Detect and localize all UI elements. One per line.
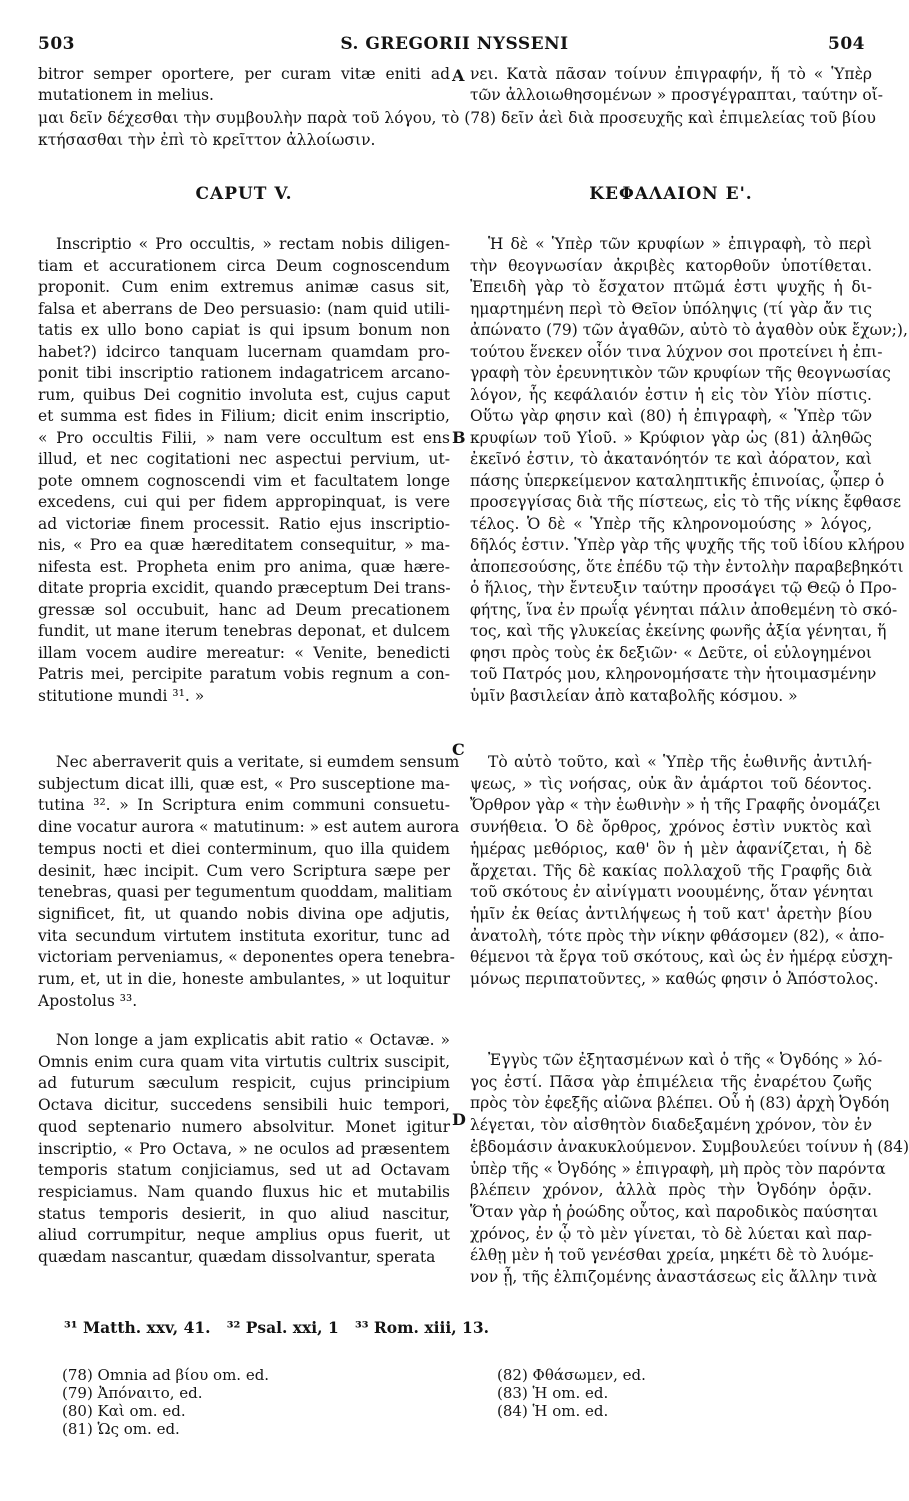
- latin-text-line: tiam et accurationem circa Deum cognoscendum: [38, 256, 450, 275]
- latin-text-line: ad futurum sæculum respicit, cujus principium: [38, 1074, 450, 1093]
- latin-text-line: ditate propria excidit, quando præceptum Dei trans-: [38, 579, 451, 597]
- greek-text-line: Ἐπειδὴ γὰρ τὸ ἔσχατον πτῶμά ἐστι ψυχῆς ἡ δι-: [470, 278, 872, 296]
- intro-latin-line: mutationem in melius.: [38, 86, 214, 104]
- right-page-number: 504: [828, 34, 865, 54]
- latin-text-line: tutina ³². » In Scriptura enim communi consuetu-: [38, 796, 450, 815]
- latin-text-line: « Pro occultis Filii, » nam vere occultum est ens: [38, 428, 450, 447]
- intro-greek-line: τῶν ἀλλοιωθησομένων » προσγέγραπται, ταύτην οἴ-: [470, 86, 884, 104]
- latin-text-line: nifesta est. Propheta enim pro anima, quæ hære-: [38, 557, 450, 576]
- greek-text-line: γος ἐστί. Πᾶσα γὰρ ἐπιμέλεια τῆς ἐναρέτου ζωῆς: [470, 1072, 872, 1091]
- greek-text-line: Οὕτω γὰρ φησιν καὶ (80) ἡ ἐπιγραφὴ, « Ὑπὲρ τῶν: [470, 407, 872, 425]
- footnote: (83) Ἡ om. ed.: [497, 1384, 609, 1402]
- greek-text-line: φήτης, ἵνα ἐν πρωΐᾳ γένηται πάλιν ἀποθεμένη τὸ σκό-: [470, 600, 898, 619]
- footnote: (82) Φθάσωμεν, ed.: [497, 1366, 646, 1384]
- greek-text-line: έλθῃ μὲν ἡ τοῦ γενέσθαι χρεία, μηκέτι δὲ τὸ λυόμε-: [470, 1246, 874, 1265]
- scripture-references: ³¹ Matth. xxv, 41. ³² Psal. xxi, 1 ³³ Rom. xiii, 13.: [64, 1318, 489, 1337]
- greek-text-line: Ἡ δὲ « Ὑπὲρ τῶν κρυφίων » ἐπιγραφὴ, τὸ περὶ: [488, 235, 872, 253]
- latin-text-line: Omnis enim cura quam vita virtutis cultrix suscipit,: [38, 1052, 450, 1071]
- latin-text-line: respiciamus. Nam quando fluxus hic et mutabilis: [38, 1182, 450, 1201]
- greek-text-line: Τὸ αὐτὸ τοῦτο, καὶ « Ὑπὲρ τῆς ἑωθινῆς ἀντιλή-: [488, 753, 872, 771]
- intro-full-line: κτήσασθαι τὴν ἐπὶ τὸ κρεῖττον ἀλλοίωσιν.: [38, 131, 376, 149]
- latin-text-line: stitutione mundi ³¹. »: [38, 686, 205, 705]
- margin-marker: B: [452, 428, 466, 447]
- greek-text-line: Ἐγγὺς τῶν ἐξητασμένων καὶ ὁ τῆς « Ὀγδόης » λό-: [488, 1051, 883, 1069]
- greek-text-line: τοῦ σκότους ἐν αἰνίγματι νοουμένης, ὅταν γένηται: [470, 883, 874, 902]
- latin-text-line: rum, quibus Dei cognitio involuta est, cujus caput: [38, 385, 450, 404]
- latin-text-line: falsa et aberrans de Deo persuasio: (nam quid utili-: [38, 299, 450, 318]
- greek-text-line: ἀπώνατο (79) τῶν ἀγαθῶν, αὐτὸ τὸ ἀγαθὸν οὐκ ἔχων;),: [470, 321, 908, 339]
- greek-text-line: Ὄρθρον γὰρ « τὴν ἑωθινὴν » ἡ τῆς Γραφῆς ὀνομάζει: [470, 796, 881, 815]
- greek-text-line: ὑπὲρ τῆς « Ὀγδόης » ἐπιγραφὴ, μὴ πρὸς τὸν παρόντα: [470, 1159, 886, 1178]
- greek-text-line: πρὸς τὸν ἐφεξῆς αἰῶνα βλέπει. Οὗ ἡ (83) ἀρχὴ Ὀγδόη: [470, 1094, 890, 1113]
- margin-marker: A: [452, 66, 465, 85]
- intro-greek-line: νει. Κατὰ πᾶσαν τοίνυν ἐπιγραφήν, ἥ τὸ « Ὑπὲρ: [470, 65, 872, 83]
- greek-text-line: ψεως, » τὶς νοήσας, οὐκ ἂν ἁμάρτοι τοῦ δέοντος.: [470, 774, 872, 793]
- greek-text-line: τέλος. Ὁ δὲ « Ὑπὲρ τῆς κληρονομούσης » λόγος,: [470, 514, 872, 533]
- latin-text-line: illam vocem audire mereatur: « Venite, benedicti: [38, 643, 450, 662]
- latin-text-line: quædam nascantur, quædam dissolvantur, sperata: [38, 1248, 436, 1266]
- greek-text-line: ἑβδομάσιν ἀνακυκλούμενον. Συμβουλεύει τοίνυν ἡ (84): [470, 1137, 909, 1156]
- latin-text-line: ponit tibi inscriptio rationem indagatricem arcano-: [38, 364, 450, 382]
- latin-text-line: dine vocatur aurora « matutinum: » est autem aurora: [38, 818, 460, 837]
- latin-text-line: Apostolus ³³.: [38, 991, 138, 1010]
- intro-full-line: μαι δεῖν δέχεσθαι τὴν συμβουλὴν παρὰ τοῦ λόγου, τὸ (78) δεῖν ἀεὶ διὰ προσευχῆς καὶ ἐπιμελείας τοῦ βίου: [38, 109, 876, 127]
- greek-chapter-heading: ΚΕΦΑΛΑΙΟΝ Ε'.: [589, 184, 753, 204]
- latin-text-line: Nec aberraverit quis a veritate, si eumdem sensum: [56, 753, 460, 771]
- greek-text-line: τούτου ἕνεκεν οἷόν τινα λύχνον σοι προτείνει ἡ ἐπι-: [470, 342, 883, 361]
- latin-text-line: gressæ sol occubuit, hanc ad Deum precationem: [38, 600, 450, 619]
- latin-text-line: victoriam perveniamus, « deponentes opera tenebra-: [38, 948, 455, 967]
- footnote: (80) Καὶ om. ed.: [62, 1402, 186, 1420]
- latin-text-line: Octava dicitur, succedens sensibili huic tempori,: [38, 1096, 450, 1115]
- latin-text-line: quod septenario numero absolvitur. Monet igitur: [38, 1117, 450, 1136]
- margin-marker: D: [452, 1110, 466, 1129]
- latin-text-line: Inscriptio « Pro occultis, » rectam nobis diligen-: [56, 235, 450, 253]
- latin-text-line: illud, et nec cogitationi nec aspectui pervium, ut-: [38, 450, 450, 468]
- greek-text-line: μόνως περιπατοῦντες, » καθώς φησιν ὁ Ἀπόστολος.: [470, 970, 879, 988]
- greek-text-line: λόγον, ἧς κεφάλαιόν ἐστιν ἡ εἰς τὸν Υἱὸν πίστις.: [470, 385, 872, 404]
- greek-text-line: προσεγγίσας διὰ τῆς πίστεως, εἰς τὸ τῆς νίκης ἔφθασε: [470, 493, 902, 511]
- greek-text-line: κρυφίων τοῦ Υἱοῦ. » Κρύφιον γὰρ ὡς (81) ἀληθῶς: [470, 428, 872, 447]
- greek-text-line: ἀνατολὴ, τότε πρὸς τὴν νίκην φθάσομεν (82), « ἀπο-: [470, 926, 885, 945]
- latin-text-line: significet, fit, ut quando nobis divina ope adjutis,: [38, 904, 450, 923]
- greek-text-line: ἐκεῖνό ἐστιν, τὸ ἀκατανόητόν τε καὶ ἀόρατον, καὶ: [470, 450, 872, 468]
- latin-text-line: Non longe a jam explicatis abit ratio « Octavæ. »: [56, 1031, 450, 1049]
- greek-text-line: τοῦ Πατρός μου, κληρονομήσατε τὴν ἡτοιμασμένην: [470, 665, 877, 683]
- greek-text-line: ἡμέρας μεθόριος, καθ' ὃν ἡ μὲν ἀφανίζεται, ἡ δὲ: [470, 839, 872, 858]
- latin-chapter-heading: CAPUT V.: [195, 184, 293, 204]
- greek-text-line: τος, καὶ τῆς γλυκείας ἐκείνης φωνῆς ἀξία γένηται, ἥ: [470, 622, 887, 640]
- latin-text-line: status temporis desierit, in quo aliud nascitur,: [38, 1204, 450, 1223]
- greek-text-line: ὑμῖν βασιλείαν ἀπὸ καταβολῆς κόσμου. »: [470, 686, 798, 705]
- footnote: (78) Omnia ad βίου om. ed.: [62, 1366, 270, 1384]
- greek-text-line: βλέπειν χρόνον, ἀλλὰ πρὸς τὴν Ὀγδόην ὁρᾷν.: [470, 1181, 872, 1200]
- latin-text-line: temporis statum conjiciamus, sed ut ad Octavam: [38, 1161, 450, 1180]
- greek-text-line: ὁ ἥλιος, τὴν ἔντευξιν ταύτην προσάγει τῷ Θεῷ ὁ Προ-: [470, 579, 897, 597]
- greek-text-line: θέμενοι τὰ ἔργα τοῦ σκότους, καὶ ὡς ἐν ἡμέρᾳ εὐσχη-: [470, 948, 893, 967]
- footnotes-right: [497, 1366, 857, 1420]
- latin-text-line: fundit, ut mane iterum tenebras deponat, et dulcem: [38, 622, 450, 640]
- footnote: (84) Ἡ om. ed.: [497, 1402, 609, 1420]
- greek-text-line: λέγεται, τὸν αἰσθητὸν διαδεξαμένη χρόνον, τὸν ἐν: [470, 1116, 872, 1135]
- latin-text-line: et summa est fides in Filium; dicit enim inscriptio,: [38, 407, 450, 425]
- greek-text-line: νον ᾖ, τῆς ἐλπιζομένης ἀναστάσεως εἰς ἄλλην τινὰ: [470, 1268, 878, 1286]
- latin-text-line: aliud corrumpitur, neque amplius opus fuerit, ut: [38, 1226, 450, 1245]
- latin-text-line: proponit. Cum enim extremus animæ casus sit,: [38, 278, 450, 296]
- greek-text-line: γραφὴ τὸν ἐρευνητικὸν τῶν κρυφίων τῆς θεογνωσίας: [470, 364, 891, 382]
- greek-text-line: ἀποπεσούσης, ὅτε ἐπέδυ τῷ τὴν ἐντολὴν παραβεβηκότι: [470, 557, 904, 576]
- footnote: (79) Ἀπόναιτο, ed.: [62, 1384, 203, 1402]
- latin-text-line: tatis ex ullo bono capiat is qui ipsum bonum non: [38, 321, 450, 339]
- margin-marker: C: [452, 740, 465, 759]
- latin-text-line: tempus nocti et diei conterminum, quo illa quidem: [38, 839, 450, 858]
- running-title: S. GREGORII NYSSENI: [340, 34, 569, 54]
- latin-text-line: rum, et, ut in die, honeste ambulantes, » ut loquitur: [38, 970, 450, 988]
- greek-text-line: ἡμῖν ἐκ θείας ἀντιλήψεως ἡ τοῦ κατ' ἀρετὴν βίου: [470, 904, 872, 923]
- latin-text-line: habet?) idcirco tanquam lucernam quamdam pro-: [38, 342, 450, 361]
- latin-text-line: desinit, hæc incipit. Cum vero Scriptura sæpe per: [38, 861, 450, 880]
- left-page-number: 503: [38, 34, 75, 54]
- greek-text-line: ημαρτημένη περὶ τὸ Θεῖον ὑπόληψις (τί γὰρ ἄν τις: [470, 299, 872, 318]
- greek-text-line: συνήθεια. Ὁ δὲ ὄρθρος, χρόνος ἐστὶν νυκτὸς καὶ: [470, 818, 872, 837]
- latin-text-line: excedens, cui qui per fidem appropinquat, is vere: [38, 493, 450, 511]
- intro-latin-line: bitror semper oportere, per curam vitæ eniti ad: [38, 65, 450, 83]
- greek-text-line: χρόνος, ἐν ᾧ τὸ μὲν γίνεται, τὸ δὲ λύεται καὶ παρ-: [470, 1224, 872, 1243]
- footnotes-left: [62, 1366, 442, 1438]
- latin-text-line: pote omnem cognoscendi vim et facultatem longe: [38, 471, 450, 490]
- greek-text-line: δῆλός ἐστιν. Ὑπὲρ γὰρ τῆς ψυχῆς τῆς τοῦ ἰδίου κλήρου: [470, 536, 905, 554]
- latin-text-line: inscriptio, « Pro Octava, » ne oculos ad præsentem: [38, 1139, 450, 1158]
- greek-text-line: τὴν θεογνωσίαν ἀκριβὲς κατορθοῦν ὑποτίθεται.: [470, 256, 872, 275]
- greek-text-line: πάσης ὑπερκείμενον καταληπτικῆς ἐπινοίας, ᾧπερ ὁ: [470, 471, 885, 490]
- latin-text-line: vita secundum virtutem instituta exoritur, tunc ad: [38, 926, 450, 945]
- latin-text-line: tenebras, quasi per tegumentum quoddam, malitiam: [38, 883, 453, 902]
- greek-text-line: ἄρχεται. Τῆς δὲ κακίας πολλαχοῦ τῆς Γραφῆς διὰ: [470, 861, 872, 880]
- latin-text-line: Patris mei, percipite paratum vobis regnum a con-: [38, 665, 450, 683]
- latin-text-line: nis, « Pro ea quæ hæreditatem consequitur, » ma-: [38, 536, 450, 554]
- footnote: (81) Ὡς om. ed.: [62, 1420, 180, 1438]
- latin-text-line: ad victoriæ finem processit. Ratio ejus inscriptio-: [38, 514, 450, 533]
- latin-text-line: subjectum dicat illi, quæ est, « Pro susceptione ma-: [38, 774, 450, 793]
- greek-text-line: φησι πρὸς τοὺς ἐκ δεξιῶν· « Δεῦτε, οἱ εὐλογημένοι: [470, 643, 872, 662]
- greek-text-line: Ὅταν γὰρ ἡ ῥοώδης οὗτος, καὶ παροδικὸς παύσηται: [470, 1202, 879, 1221]
